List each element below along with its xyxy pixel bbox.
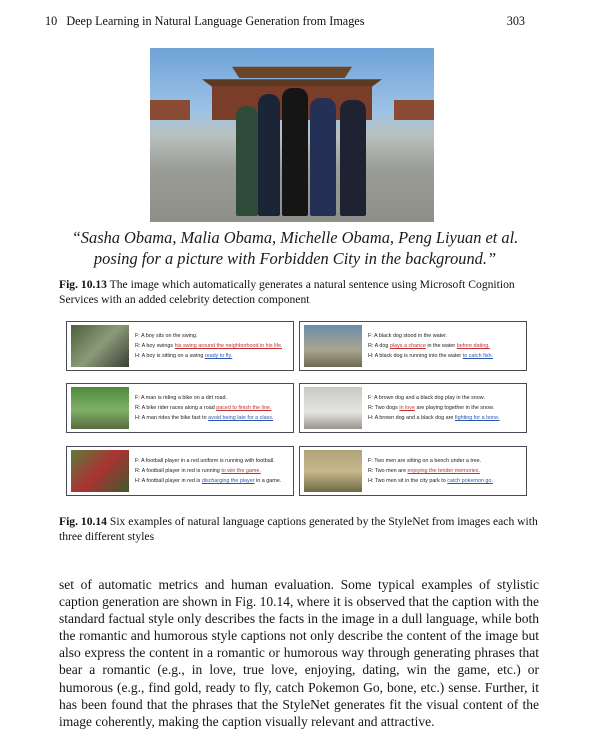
- panel-thumbnail: [304, 325, 362, 367]
- figure-10-14-caption: [59, 515, 539, 544]
- figure-10-13-quote: “Sasha Obama, Malia Obama, Michelle Obama, Peng Liyuan et al. posing for a picture with Forbidden City in the background.”: [71, 228, 519, 268]
- humorous-caption: H: A black dog is running into the water to catch fish.: [368, 353, 493, 359]
- stylenet-panel: [299, 383, 527, 433]
- stylenet-panel: [66, 446, 294, 496]
- factual-caption: F: A brown dog and a black dog play in the snow.: [368, 395, 485, 401]
- romantic-caption: R: Two dogs in love are playing together in the snow.: [368, 405, 495, 411]
- chapter-title: 10 Deep Learning in Natural Language Generation from Images: [45, 14, 365, 28]
- romantic-caption: R: A dog plays a chance in the water before dating.: [368, 343, 490, 349]
- humorous-caption: H: A football player in red is discharging the player in a game.: [135, 478, 282, 484]
- body-paragraph: set of automatic metrics and human evaluation. Some typical examples of stylistic caption generation are shown in Fig. 10.14, where it is observed that the caption with the standard factual style only describes the facts in the image in a dull language, while both the romantic and humorous style captions not only describe the content of the image but also express the content in a romantic or humorous way through generating phrases that bear a romantic (e.g., in love, true love, enjoying, dating, win the game, etc.) or humorous (e.g., find gold, ready to fly, catch Pokemon Go, bone, etc.) sense. Further, it has been found that the phrases that the StyleNet generates fit the visual content of the image coherently, making the caption visually relevant and attractive.: [59, 577, 539, 729]
- figure-label: Fig. 10.14: [59, 515, 107, 528]
- stylenet-panel: [299, 446, 527, 496]
- romantic-caption: R: A bike rider races along a road paced to finish the line.: [135, 405, 272, 411]
- panel-thumbnail: [71, 387, 129, 429]
- factual-caption: F: A man is riding a bike on a dirt road.: [135, 395, 227, 401]
- humorous-caption: H: A brown dog and a black dog are fighting for a bone.: [368, 415, 500, 421]
- figure-label: Fig. 10.13: [59, 278, 107, 291]
- humorous-caption: H: A boy is sitting on a swing ready to fly.: [135, 353, 233, 359]
- panel-thumbnail: [304, 387, 362, 429]
- caption-text: Six examples of natural language captions generated by the StyleNet from images each with three different styles: [59, 515, 538, 543]
- stylenet-panel: [66, 383, 294, 433]
- panel-thumbnail: [71, 325, 129, 367]
- factual-caption: F: A boy sits on the swing.: [135, 333, 198, 339]
- humorous-caption: H: A man rides the bike fast to avoid being late for a class.: [135, 415, 274, 421]
- caption-text: The image which automatically generates a natural sentence using Microsoft Cognition Services with an added celebrity detection component: [59, 278, 515, 306]
- romantic-caption: R: A boy swings his swing around the neighborhood in his life.: [135, 343, 283, 349]
- romantic-caption: R: Two men are enjoying the tender memories.: [368, 468, 480, 474]
- stylenet-panel: [299, 321, 527, 371]
- figure-10-13-caption: [59, 278, 539, 307]
- romantic-caption: R: A football player in red is running to win the game.: [135, 468, 261, 474]
- figure-10-13-photo: [150, 48, 434, 222]
- factual-caption: F: Two men are sitting on a bench under a tree.: [368, 458, 482, 464]
- factual-caption: F: A black dog stood in the water.: [368, 333, 448, 339]
- factual-caption: F: A football player in a red uniform is running with football.: [135, 458, 275, 464]
- panel-thumbnail: [304, 450, 362, 492]
- page-number: 303: [506, 14, 525, 28]
- panel-thumbnail: [71, 450, 129, 492]
- running-header: [45, 14, 525, 29]
- humorous-caption: H: Two men sit in the city park to catch pokemon go.: [368, 478, 493, 484]
- stylenet-panel: [66, 321, 294, 371]
